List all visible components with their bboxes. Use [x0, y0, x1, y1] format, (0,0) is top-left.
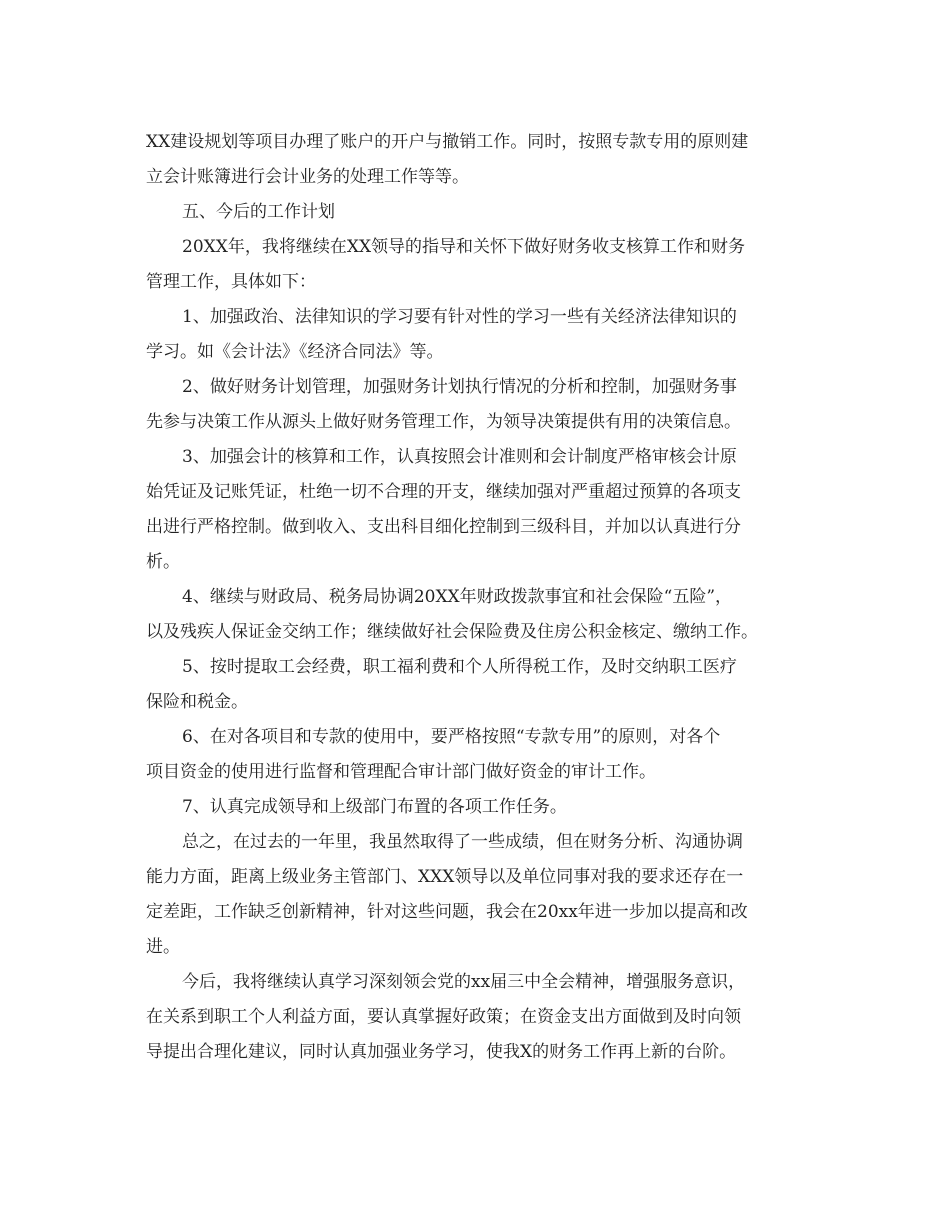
text-line: 4、继续与财政局、税务局协调20XX年财政拨款事宜和社会保险“五险”，: [182, 587, 733, 607]
text-line: 能力方面，距离上级业务主管部门、XXX领导以及单位同事对我的要求还存在一: [146, 867, 744, 887]
text-line: 析。: [146, 552, 180, 572]
text-line: 5、按时提取工会经费，职工福利费和个人所得税工作，及时交纳职工医疗: [182, 657, 737, 677]
text-line: 2、做好财务计划管理，加强财务计划执行情况的分析和控制，加强财务事: [182, 377, 737, 397]
text-line: 出进行严格控制。做到收入、支出科目细化控制到三级科目，并加以认真进行分: [146, 517, 741, 537]
text-line: 以及残疾人保证金交纳工作；继续做好社会保险费及住房公积金核定、缴纳工作。: [146, 622, 758, 642]
text-line: 今后，我将继续认真学习深刻领会党的xx届三中全会精神，增强服务意识，: [182, 972, 746, 992]
text-line: 1、加强政治、法律知识的学习要有针对性的学习一些有关经济法律知识的: [182, 307, 737, 327]
text-line: 始凭证及记账凭证，杜绝一切不合理的开支，继续加强对严重超过预算的各项支: [146, 482, 741, 502]
text-line: 进。: [146, 937, 180, 957]
text-line: 总之，在过去的一年里，我虽然取得了一些成绩，但在财务分析、沟通协调: [182, 832, 743, 852]
text-line: XX建设规划等项目办理了账户的开户与撤销工作。同时，按照专款专用的原则建: [146, 132, 749, 152]
text-line: 导提出合理化建议，同时认真加强业务学习，使我X的财务工作再上新的台阶。: [146, 1042, 737, 1062]
text-line: 在关系到职工个人利益方面，要认真掌握好政策；在资金支出方面做到及时向领: [146, 1007, 741, 1027]
text-line: 学习。如《会计法》《经济合同法》等。: [146, 342, 444, 362]
text-line: 20XX年，我将继续在XX领导的指导和关怀下做好财务收支核算工作和财务: [182, 237, 746, 257]
text-line: 管理工作，具体如下：: [146, 272, 316, 292]
text-line: 先参与决策工作从源头上做好财务管理工作，为领导决策提供有用的决策信息。: [146, 412, 741, 432]
text-line: 3、加强会计的核算和工作，认真按照会计准则和会计制度严格审核会计原: [182, 447, 737, 467]
text-line: 6、在对各项目和专款的使用中，要严格按照“专款专用”的原则，对各个: [182, 727, 721, 747]
text-line: 定差距，工作缺乏创新精神，针对这些问题，我会在20xx年进一步加以提高和改: [146, 902, 748, 922]
text-line: 立会计账簿进行会计业务的处理工作等等。: [146, 167, 469, 187]
text-line: 保险和税金。: [146, 692, 248, 712]
text-line: 五、今后的工作计划: [182, 202, 335, 222]
text-line: 7、认真完成领导和上级部门布置的各项工作任务。: [182, 797, 567, 817]
document-body: [146, 125, 818, 1070]
text-line: 项目资金的使用进行监督和管理配合审计部门做好资金的审计工作。: [146, 762, 656, 782]
